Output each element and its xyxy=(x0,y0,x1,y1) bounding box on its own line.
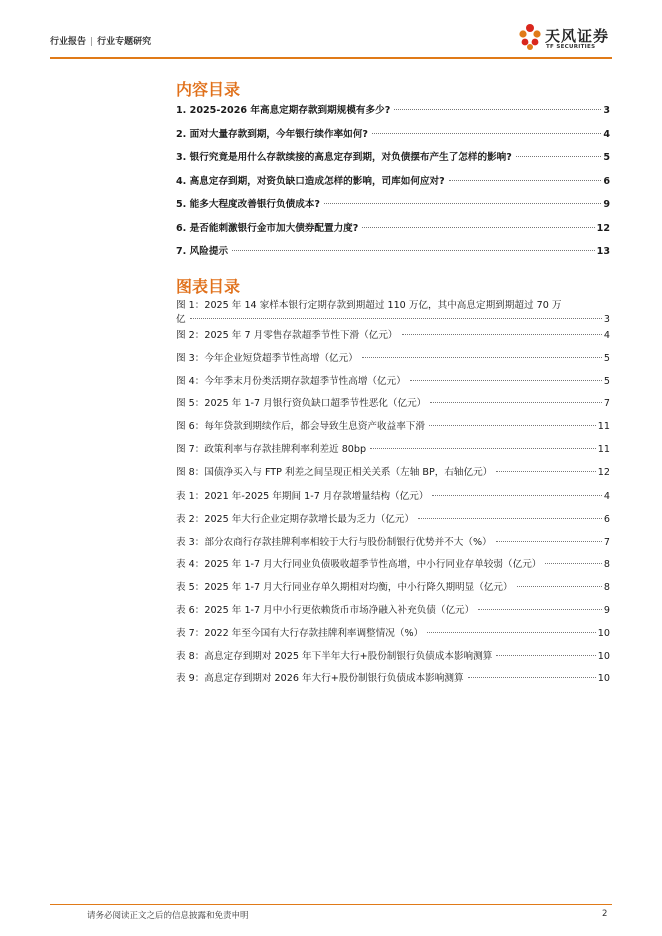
table-item[interactable]: 表 9：高息定存到期对 2026 年大行+股份制银行负债成本影响测算 10 xyxy=(176,673,610,685)
disclaimer-text: 请务必阅读正文之后的信息披露和免责申明 xyxy=(87,911,249,921)
toc-title: 内容目录 xyxy=(176,80,241,99)
table-item[interactable]: 表 4：2025 年 1-7 月大行同业负债吸收超季节性高增，中小行同业存单较弱（亿元） 8 xyxy=(176,559,610,571)
logo-flower-icon xyxy=(518,23,542,51)
page-number: 2 xyxy=(602,909,608,919)
table-item[interactable]: 表 5：2025 年 1-7 月大行同业存单久期相对均衡，中小行降久期明显（亿元） 8 xyxy=(176,582,610,594)
toc-list xyxy=(176,104,610,269)
table-item[interactable]: 表 3：部分农商行存款挂牌利率相较于大行与股份制银行优势并不大（%） 7 xyxy=(176,536,610,548)
company-logo xyxy=(518,22,618,56)
toc-item[interactable]: 6. 是否能刺激银行金市加大债券配置力度? 12 xyxy=(176,222,610,234)
figure-item[interactable]: 图 5：2025 年 1-7 月银行资负缺口超季节性恶化（亿元） 7 xyxy=(176,398,610,410)
table-item[interactable]: 表 7：2022 年至今国有大行存款挂牌利率调整情况（%） 10 xyxy=(176,627,610,639)
header-separator: | xyxy=(90,37,94,47)
figure-item[interactable]: 图 7：政策利率与存款挂牌利率利差近 80bp 11 xyxy=(176,443,610,455)
report-type: 行业报告 xyxy=(50,37,87,47)
figure-item[interactable]: 图 8：国债净买入与 FTP 利差之间呈现正相关关系（左轴 BP，右轴亿元） 12 xyxy=(176,466,610,478)
logo-text-en: TF SECURITIES xyxy=(546,44,596,50)
table-list xyxy=(176,490,610,695)
figure-item[interactable]: 图 4：今年季末月份类活期存款超季节性高增（亿元） 5 xyxy=(176,375,610,387)
figures-title: 图表目录 xyxy=(176,277,241,296)
toc-item[interactable]: 3. 银行究竟是用什么存款续接的高息定存到期，对负债摆布产生了怎样的影响? 5 xyxy=(176,152,610,163)
report-header xyxy=(50,34,151,47)
toc-item[interactable]: 7. 风险提示 13 xyxy=(176,246,610,257)
figure-item[interactable]: 图 2：2025 年 7 月零售存款超季节性下滑（亿元） 4 xyxy=(176,330,610,341)
logo-text-cn: 天风证券 xyxy=(545,27,610,45)
header-rule xyxy=(50,57,612,59)
figure-item[interactable]: 图 3：今年企业短贷超季节性高增（亿元） 5 xyxy=(176,352,610,364)
toc-item[interactable]: 4. 高息定存到期，对资负缺口造成怎样的影响，司库如何应对? 6 xyxy=(176,175,610,187)
table-item[interactable]: 表 8：高息定存到期对 2025 年下半年大行+股份制银行负债成本影响测算 10 xyxy=(176,650,610,662)
toc-item[interactable]: 2. 面对大量存款到期，今年银行续作率如何? 4 xyxy=(176,128,610,140)
toc-item[interactable]: 1. 2025-2026 年高息定期存款到期规模有多少? 3 xyxy=(176,105,610,116)
figure-item[interactable]: 图 1：2025 年 14 家样本银行定期存款到期超过 110 万亿，其中高息定期到期超过 70 万 亿 3 xyxy=(176,300,610,325)
figure-item[interactable]: 图 6：每年贷款到期续作后，都会导致生息资产收益率下滑 11 xyxy=(176,421,610,433)
table-item[interactable]: 表 2：2025 年大行企业定期存款增长最为乏力（亿元） 6 xyxy=(176,513,610,525)
figure-list xyxy=(176,299,610,489)
table-item[interactable]: 表 6：2025 年 1-7 月中小行更依赖货币市场净融入补充负债（亿元） 9 xyxy=(176,604,610,616)
toc-item[interactable]: 5. 能多大程度改善银行负债成本? 9 xyxy=(176,199,610,210)
footer-rule xyxy=(50,904,612,905)
report-subtype: 行业专题研究 xyxy=(97,37,152,47)
table-item[interactable]: 表 1：2021 年-2025 年期间 1-7 月存款增量结构（亿元） 4 xyxy=(176,491,610,502)
